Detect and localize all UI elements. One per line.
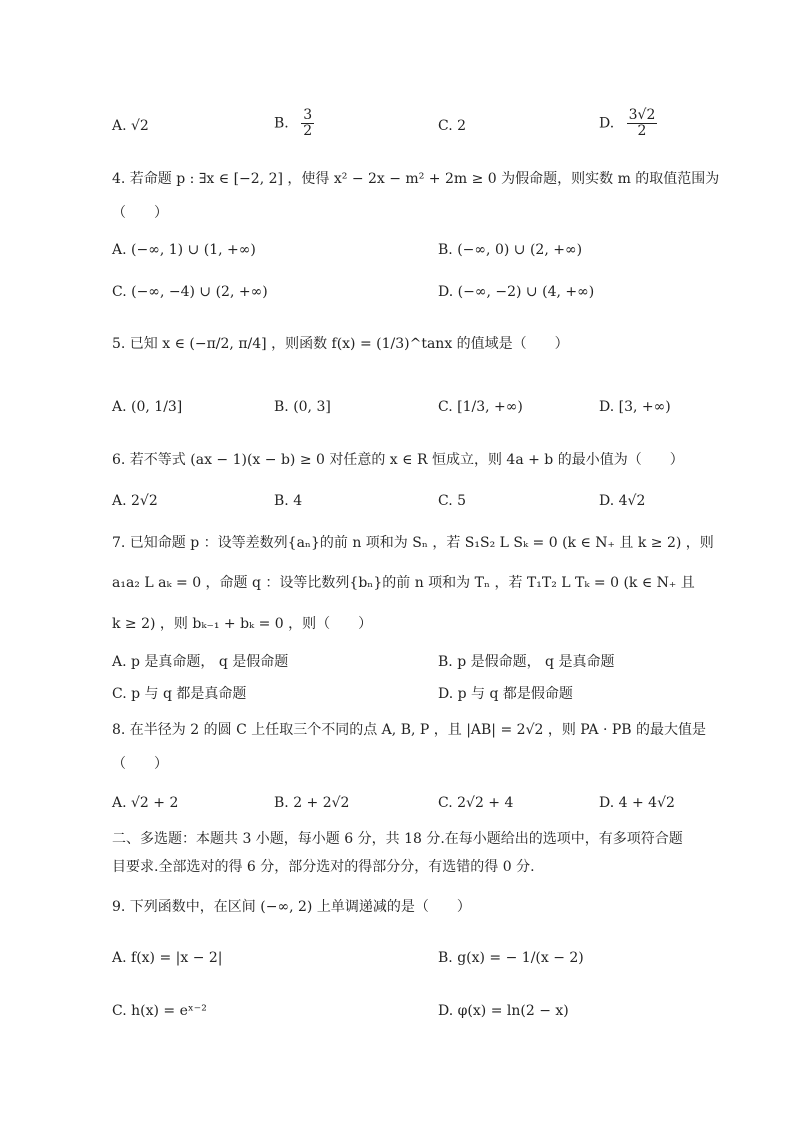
- q3-option-b-label: B.: [274, 115, 289, 132]
- q3-option-d-numerator: 3√2: [628, 107, 656, 123]
- q3-option-d-denominator: 2: [637, 123, 647, 139]
- q4-stem: 4. 若命题 p : ∃x ∈ [−2, 2] ，使得 x² − 2x − m² + 2m ≥ 0 为假命题，则实数 m 的取值范围为: [112, 171, 720, 187]
- q6-stem: 6. 若不等式 (ax − 1)(x − b) ≥ 0 对任意的 x ∈ R 恒成立，则 4a + b 的最小值为（ ）: [112, 452, 684, 468]
- q6-option-c: C. 5: [438, 493, 467, 509]
- q7-option-a: A. p 是真命题， q 是假命题: [112, 654, 289, 670]
- section-multiple-choice-instructions: 二、多选题：本题共 3 小题，每小题 6 分，共 18 分.在每小题给出的选项中，有多项符合题目要求.全部选对的得 6 分，部分选对的得部分分，有选错的得 0 分.: [112, 831, 683, 875]
- q4-blank: （ ）: [112, 205, 168, 221]
- q8-blank: （ ）: [112, 756, 168, 772]
- q7-stem-line1: 7. 已知命题 p ：设等差数列{aₙ}的前 n 项和为 Sₙ ，若 S₁S₂ L Sₖ = 0 (k ∈ N₊ 且 k ≥ 2) ，则: [112, 535, 714, 551]
- q7-stem-line3: k ≥ 2) ，则 bₖ₋₁ + bₖ = 0 ，则（ ）: [112, 616, 373, 632]
- q4-option-d: D. (−∞, −2) ∪ (4, +∞): [438, 284, 595, 300]
- q8-option-c: C. 2√2 + 4: [438, 795, 514, 811]
- q8-option-d: D. 4 + 4√2: [599, 795, 675, 811]
- q6-option-a: A. 2√2: [112, 493, 158, 509]
- q9-option-b: B. g(x) = − 1/(x − 2): [438, 950, 584, 966]
- q3-option-d: [599, 108, 657, 139]
- q8-option-a: A. √2 + 2: [112, 795, 179, 811]
- q5-option-c: C. [1/3, +∞): [438, 399, 523, 415]
- q9-option-d: D. φ(x) = ln(2 − x): [438, 1003, 569, 1019]
- q5-option-a: A. (0, 1/3]: [112, 399, 183, 415]
- q7-option-d: D. p 与 q 都是假命题: [438, 686, 573, 702]
- q8-option-b: B. 2 + 2√2: [274, 795, 350, 811]
- q5-stem: 5. 已知 x ∈ (−π/2, π/4] ，则函数 f(x) = (1/3)^tanx 的值域是（ ）: [112, 336, 569, 352]
- q3-option-b-denominator: 2: [303, 123, 313, 139]
- q4-option-c: C. (−∞, −4) ∪ (2, +∞): [112, 284, 268, 300]
- q3-option-b-numerator: 3: [303, 107, 313, 123]
- q9-option-c: C. h(x) = eˣ⁻²: [112, 1003, 207, 1019]
- q3-option-d-fraction: [627, 108, 658, 139]
- q9-stem: 9. 下列函数中，在区间 (−∞, 2) 上单调递减的是（ ）: [112, 899, 471, 915]
- q5-option-d: D. [3, +∞): [599, 399, 671, 415]
- q6-option-d: D. 4√2: [599, 493, 646, 509]
- q3-option-b: [274, 108, 314, 139]
- q5-option-b: B. (0, 3]: [274, 399, 331, 415]
- q4-option-b: B. (−∞, 0) ∪ (2, +∞): [438, 242, 583, 258]
- q7-option-b: B. p 是假命题， q 是真命题: [438, 654, 615, 670]
- q3-option-c: C. 2: [438, 118, 467, 134]
- q4-option-a: A. (−∞, 1) ∪ (1, +∞): [112, 242, 256, 258]
- q7-stem-line2: a₁a₂ L aₖ = 0 ，命题 q ：设等比数列{bₙ}的前 n 项和为 Tₙ ，若 T₁T₂ L Tₖ = 0 (k ∈ N₊ 且: [112, 575, 695, 591]
- q3-option-b-fraction: [301, 108, 314, 139]
- q7-option-c: C. p 与 q 都是真命题: [112, 686, 247, 702]
- q8-stem: 8. 在半径为 2 的圆 C 上任取三个不同的点 A, B, P ，且 |AB| = 2√2 ，则 PA · PB 的最大值是: [112, 722, 707, 738]
- q9-option-a: A. f(x) = |x − 2|: [112, 950, 223, 966]
- q3-option-a: A. √2: [112, 118, 149, 134]
- q3-option-d-label: D.: [599, 115, 615, 132]
- q6-option-b: B. 4: [274, 493, 303, 509]
